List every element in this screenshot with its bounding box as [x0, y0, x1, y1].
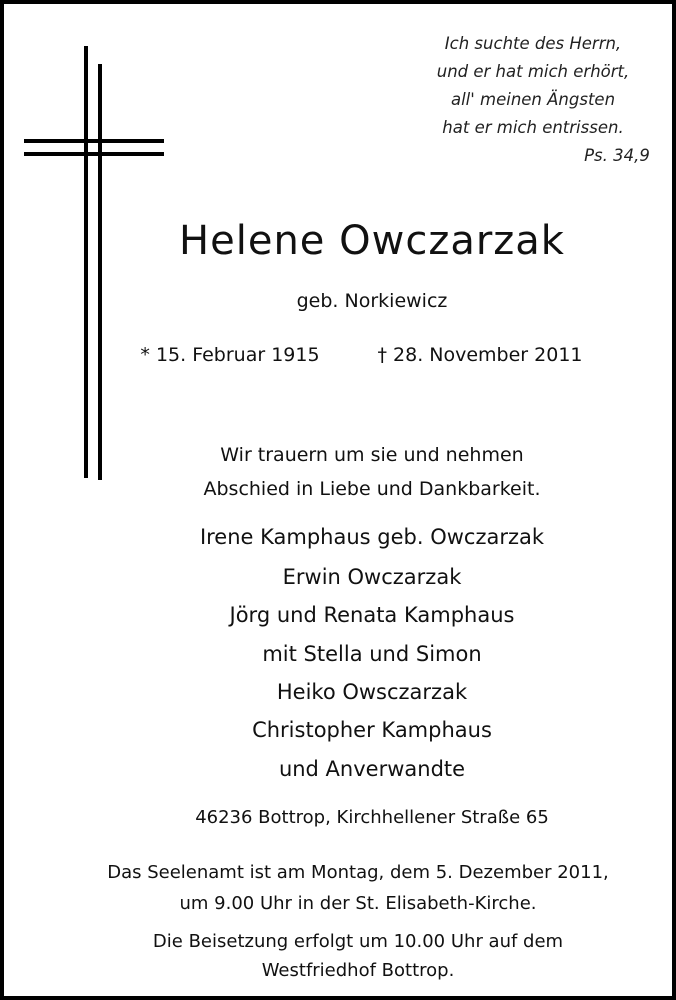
death-date: † 28. November 2011	[377, 344, 583, 366]
family-member: Jörg und Renata Kamphaus	[229, 603, 515, 627]
family-member: Irene Kamphaus geb. Owczarzak	[199, 525, 545, 549]
family-member: Christopher Kamphaus	[252, 718, 492, 742]
psalm-line: hat er mich entrissen.	[442, 118, 624, 137]
service-line: um 9.00 Uhr in der St. Elisabeth-Kirche.	[179, 893, 537, 914]
psalm-line: Ich suchte des Herrn,	[444, 34, 622, 53]
family-member: mit Stella und Simon	[262, 642, 482, 666]
cross-vertical-bar-back	[98, 64, 102, 480]
psalm-line: und er hat mich erhört,	[436, 62, 630, 81]
psalm-line: all' meinen Ängsten	[450, 90, 616, 109]
address: 46236 Bottrop, Kirchhellener Straße 65	[195, 807, 549, 828]
deceased-name: Helene Owczarzak	[179, 218, 565, 264]
service-line: Das Seelenamt ist am Montag, dem 5. Dezember 2011,	[107, 862, 609, 883]
family-member: und Anverwandte	[278, 757, 466, 781]
mourning-line: Wir trauern um sie und nehmen	[220, 444, 524, 466]
birth-date: * 15. Februar 1915	[140, 344, 320, 366]
cross-horizontal-bar-bottom	[24, 152, 164, 156]
service-line: Westfriedhof Bottrop.	[261, 960, 455, 981]
psalm-reference: Ps. 34,9	[584, 146, 650, 165]
mourning-line: Abschied in Liebe und Dankbarkeit.	[203, 478, 541, 500]
family-member: Erwin Owczarzak	[282, 565, 462, 589]
maiden-name: geb. Norkiewicz	[296, 290, 448, 312]
family-member: Heiko Owsczarzak	[276, 680, 468, 704]
cross-horizontal-bar-top	[24, 139, 164, 143]
service-line: Die Beisetzung erfolgt um 10.00 Uhr auf dem	[152, 931, 564, 952]
